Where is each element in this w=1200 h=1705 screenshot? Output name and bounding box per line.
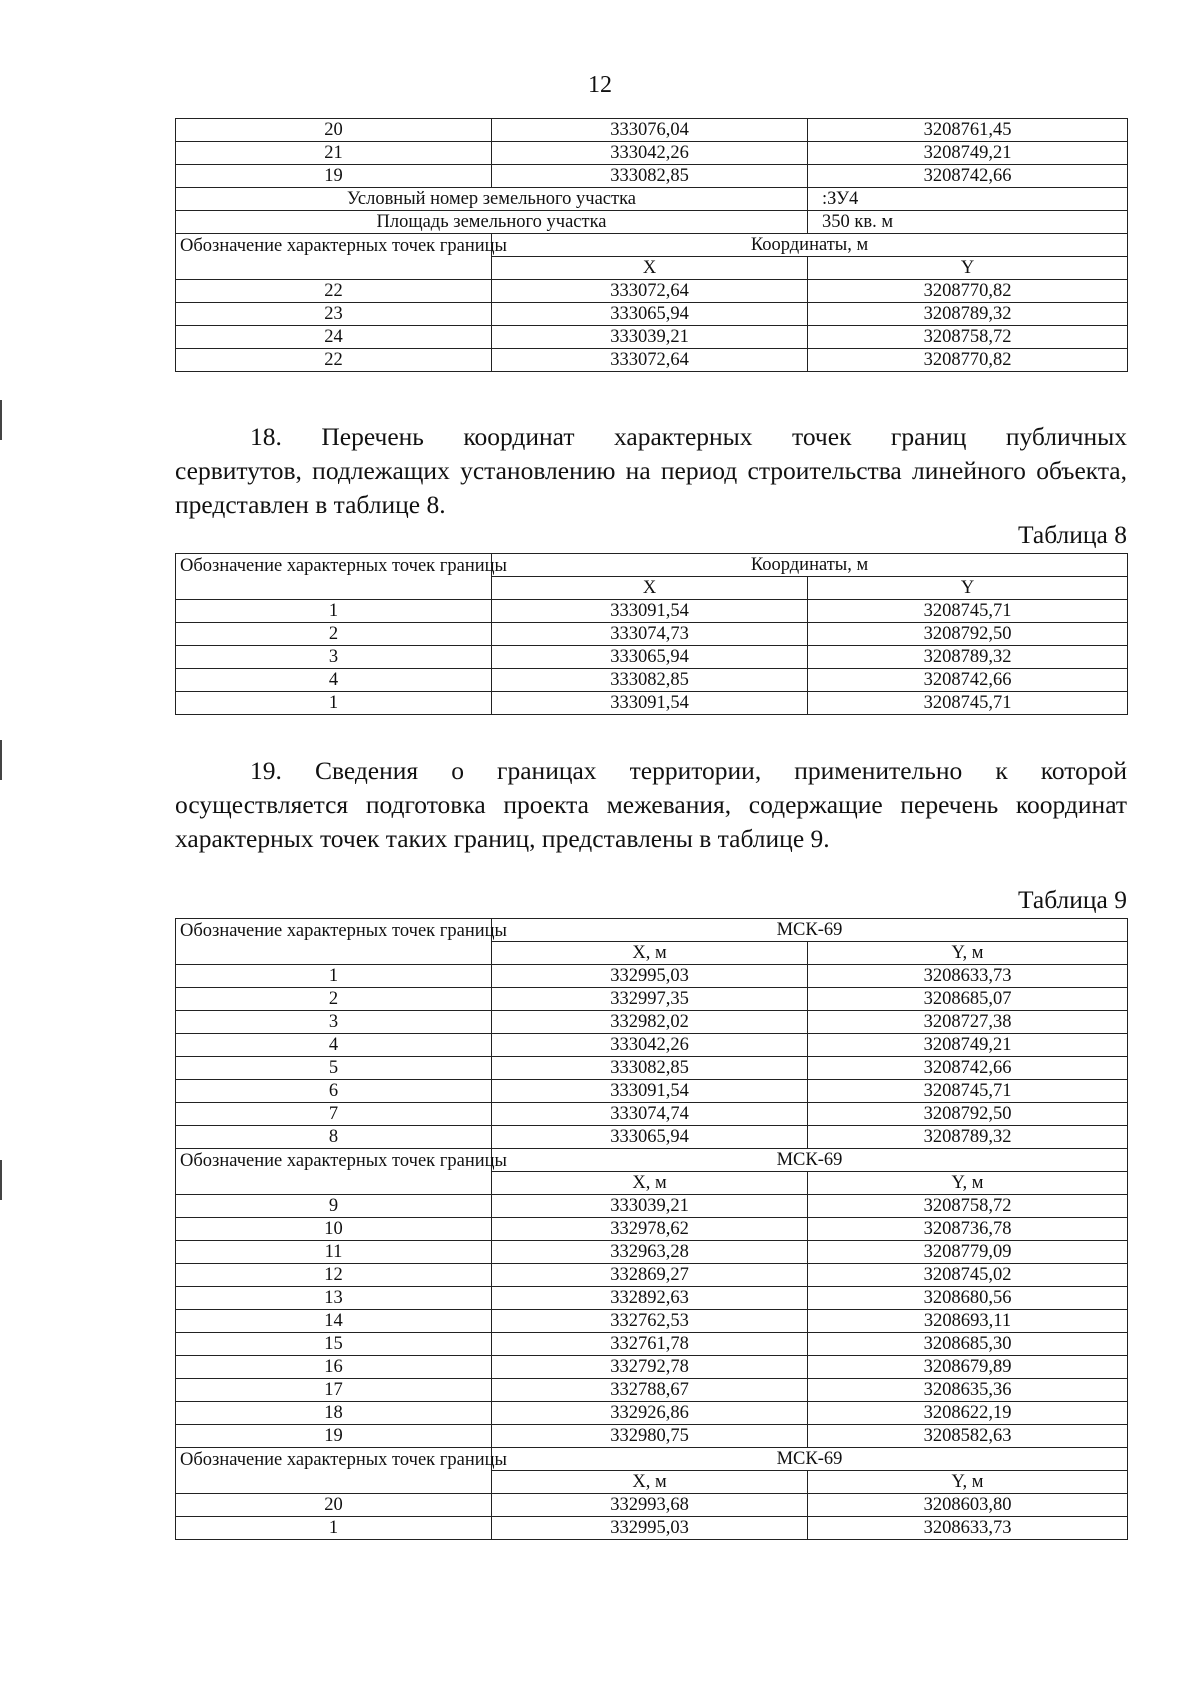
paragraph-18 [175, 420, 1127, 522]
x-coord-cell: 333072,64 [492, 349, 808, 372]
coordinates-table-continued [175, 118, 1128, 372]
points-header: Обозначение характерных точек границы [176, 919, 492, 965]
point-id-cell: 20 [176, 1494, 492, 1517]
y-coord-cell: 3208679,89 [808, 1356, 1128, 1379]
table-row [176, 646, 1128, 669]
x-coord-cell: 333065,94 [492, 303, 808, 326]
x-coord-cell: 332926,86 [492, 1402, 808, 1425]
point-id-cell: 19 [176, 165, 492, 188]
point-id-cell: 2 [176, 623, 492, 646]
table-header-row [176, 234, 1128, 257]
y-coord-cell: 3208792,50 [808, 623, 1128, 646]
x-header: X, м [492, 1471, 808, 1494]
table-row [176, 1195, 1128, 1218]
table-row [176, 669, 1128, 692]
y-header: Y [808, 577, 1128, 600]
y-coord-cell: 3208633,73 [808, 965, 1128, 988]
x-coord-cell: 332997,35 [492, 988, 808, 1011]
x-coord-cell: 332995,03 [492, 965, 808, 988]
coord-system-header: МСК-69 [492, 919, 1128, 942]
table-row [176, 1241, 1128, 1264]
table-header-row [176, 554, 1128, 577]
y-coord-cell: 3208789,32 [808, 303, 1128, 326]
y-header: Y, м [808, 1172, 1128, 1195]
point-id-cell: 16 [176, 1356, 492, 1379]
table-9 [175, 918, 1128, 1540]
x-coord-cell: 333072,64 [492, 280, 808, 303]
x-coord-cell: 333065,94 [492, 1126, 808, 1149]
x-coord-cell: 333091,54 [492, 600, 808, 623]
paragraph-19 [175, 754, 1127, 856]
cond-number-value: :ЗУ4 [808, 188, 1128, 211]
table-row [176, 280, 1128, 303]
points-header: Обозначение характерных точек границы [176, 1149, 492, 1195]
points-header: Обозначение характерных точек границы [176, 1448, 492, 1494]
y-coord-cell: 3208779,09 [808, 1241, 1128, 1264]
point-id-cell: 20 [176, 119, 492, 142]
x-coord-cell: 333076,04 [492, 119, 808, 142]
paragraph-19-rest: осуществляется подготовка проекта межевания, содержащие перечень координат характерных точек таких границ, представлены в таблице 9. [175, 790, 1127, 853]
point-id-cell: 3 [176, 1011, 492, 1034]
x-coord-cell: 332761,78 [492, 1333, 808, 1356]
point-id-cell: 24 [176, 326, 492, 349]
table-row [176, 188, 1128, 211]
y-coord-cell: 3208635,36 [808, 1379, 1128, 1402]
left-edge-mark-2 [0, 740, 2, 780]
point-id-cell: 13 [176, 1287, 492, 1310]
x-coord-cell: 333065,94 [492, 646, 808, 669]
table-row [176, 303, 1128, 326]
y-coord-cell: 3208582,63 [808, 1425, 1128, 1448]
x-coord-cell: 332892,63 [492, 1287, 808, 1310]
point-id-cell: 2 [176, 988, 492, 1011]
point-id-cell: 23 [176, 303, 492, 326]
point-id-cell: 6 [176, 1080, 492, 1103]
table-row [176, 623, 1128, 646]
point-id-cell: 18 [176, 1402, 492, 1425]
table-row [176, 1379, 1128, 1402]
point-id-cell: 17 [176, 1379, 492, 1402]
coord-system-header: МСК-69 [492, 1149, 1128, 1172]
point-id-cell: 1 [176, 600, 492, 623]
table-row [176, 692, 1128, 715]
x-header: X [492, 577, 808, 600]
table-9-caption: Таблица 9 [1017, 885, 1127, 914]
table-header-row [176, 1448, 1128, 1471]
y-coord-cell: 3208603,80 [808, 1494, 1128, 1517]
coords-header: Координаты, м [492, 554, 1128, 577]
point-id-cell: 12 [176, 1264, 492, 1287]
point-id-cell: 21 [176, 142, 492, 165]
y-coord-cell: 3208749,21 [808, 142, 1128, 165]
table-row [176, 142, 1128, 165]
table-row [176, 1080, 1128, 1103]
table-row [176, 1264, 1128, 1287]
table-row [176, 1425, 1128, 1448]
x-coord-cell: 332762,53 [492, 1310, 808, 1333]
table-header-row [176, 1149, 1128, 1172]
x-coord-cell: 333042,26 [492, 1034, 808, 1057]
point-id-cell: 9 [176, 1195, 492, 1218]
x-coord-cell: 333082,85 [492, 669, 808, 692]
y-coord-cell: 3208758,72 [808, 326, 1128, 349]
x-coord-cell: 333082,85 [492, 1057, 808, 1080]
table-row [176, 119, 1128, 142]
x-coord-cell: 332982,02 [492, 1011, 808, 1034]
x-coord-cell: 332993,68 [492, 1494, 808, 1517]
y-coord-cell: 3208742,66 [808, 165, 1128, 188]
y-coord-cell: 3208680,56 [808, 1287, 1128, 1310]
x-coord-cell: 333091,54 [492, 692, 808, 715]
y-coord-cell: 3208792,50 [808, 1103, 1128, 1126]
y-coord-cell: 3208622,19 [808, 1402, 1128, 1425]
table-8-caption: Таблица 8 [1017, 520, 1127, 549]
area-value: 350 кв. м [808, 211, 1128, 234]
coord-system-header: МСК-69 [492, 1448, 1128, 1471]
y-coord-cell: 3208727,38 [808, 1011, 1128, 1034]
y-coord-cell: 3208749,21 [808, 1034, 1128, 1057]
x-header: X, м [492, 1172, 808, 1195]
table-row [176, 1356, 1128, 1379]
cond-number-label: Условный номер земельного участка [176, 188, 808, 211]
point-id-cell: 14 [176, 1310, 492, 1333]
area-label: Площадь земельного участка [176, 211, 808, 234]
table-row [176, 1011, 1128, 1034]
table-row [176, 600, 1128, 623]
y-header: Y, м [808, 942, 1128, 965]
y-coord-cell: 3208745,71 [808, 692, 1128, 715]
y-coord-cell: 3208770,82 [808, 280, 1128, 303]
y-coord-cell: 3208745,71 [808, 600, 1128, 623]
paragraph-19-first-line: 19. Сведения о границах территории, применительно к которой [250, 756, 1127, 785]
table-row [176, 1402, 1128, 1425]
y-coord-cell: 3208761,45 [808, 119, 1128, 142]
y-coord-cell: 3208745,71 [808, 1080, 1128, 1103]
table-row [176, 1517, 1128, 1540]
point-id-cell: 11 [176, 1241, 492, 1264]
y-header: Y [808, 257, 1128, 280]
table-row [176, 165, 1128, 188]
point-id-cell: 3 [176, 646, 492, 669]
point-id-cell: 1 [176, 965, 492, 988]
table-row [176, 1126, 1128, 1149]
y-coord-cell: 3208685,30 [808, 1333, 1128, 1356]
table-row [176, 1333, 1128, 1356]
y-coord-cell: 3208736,78 [808, 1218, 1128, 1241]
x-coord-cell: 332788,67 [492, 1379, 808, 1402]
x-coord-cell: 332869,27 [492, 1264, 808, 1287]
table-row [176, 1103, 1128, 1126]
point-id-cell: 4 [176, 669, 492, 692]
left-edge-mark-1 [0, 400, 2, 440]
table-row [176, 1287, 1128, 1310]
x-coord-cell: 332792,78 [492, 1356, 808, 1379]
x-coord-cell: 332978,62 [492, 1218, 808, 1241]
x-header: X, м [492, 942, 808, 965]
x-coord-cell: 333039,21 [492, 326, 808, 349]
x-coord-cell: 333039,21 [492, 1195, 808, 1218]
point-id-cell: 10 [176, 1218, 492, 1241]
y-coord-cell: 3208693,11 [808, 1310, 1128, 1333]
page-number: 12 [588, 72, 612, 98]
point-id-cell: 19 [176, 1425, 492, 1448]
y-coord-cell: 3208633,73 [808, 1517, 1128, 1540]
x-coord-cell: 333074,74 [492, 1103, 808, 1126]
left-edge-mark-3 [0, 1160, 2, 1200]
y-coord-cell: 3208789,32 [808, 1126, 1128, 1149]
table-row [176, 1494, 1128, 1517]
point-id-cell: 4 [176, 1034, 492, 1057]
point-id-cell: 1 [176, 692, 492, 715]
table-row [176, 1034, 1128, 1057]
table-row [176, 211, 1128, 234]
point-id-cell: 15 [176, 1333, 492, 1356]
y-header: Y, м [808, 1471, 1128, 1494]
points-header: Обозначение характерных точек границы [176, 554, 492, 600]
table-row [176, 1310, 1128, 1333]
x-coord-cell: 333082,85 [492, 165, 808, 188]
point-id-cell: 8 [176, 1126, 492, 1149]
paragraph-18-rest: сервитутов, подлежащих установлению на период строительства линейного объекта, представлен в таблице 8. [175, 456, 1127, 519]
point-id-cell: 7 [176, 1103, 492, 1126]
table-row [176, 1057, 1128, 1080]
table-8 [175, 553, 1128, 715]
y-coord-cell: 3208789,32 [808, 646, 1128, 669]
y-coord-cell: 3208685,07 [808, 988, 1128, 1011]
y-coord-cell: 3208742,66 [808, 1057, 1128, 1080]
y-coord-cell: 3208745,02 [808, 1264, 1128, 1287]
table-row [176, 349, 1128, 372]
paragraph-18-first-line: 18. Перечень координат характерных точек границ публичных [250, 422, 1127, 451]
table-row [176, 988, 1128, 1011]
y-coord-cell: 3208742,66 [808, 669, 1128, 692]
coords-header: Координаты, м [492, 234, 1128, 257]
x-coord-cell: 332995,03 [492, 1517, 808, 1540]
x-coord-cell: 333091,54 [492, 1080, 808, 1103]
x-header: X [492, 257, 808, 280]
point-id-cell: 1 [176, 1517, 492, 1540]
table-row [176, 326, 1128, 349]
table-row [176, 1218, 1128, 1241]
x-coord-cell: 332980,75 [492, 1425, 808, 1448]
x-coord-cell: 333042,26 [492, 142, 808, 165]
point-id-cell: 22 [176, 349, 492, 372]
x-coord-cell: 332963,28 [492, 1241, 808, 1264]
x-coord-cell: 333074,73 [492, 623, 808, 646]
table-header-row [176, 919, 1128, 942]
y-coord-cell: 3208770,82 [808, 349, 1128, 372]
table-row [176, 965, 1128, 988]
points-header: Обозначение характерных точек границы [176, 234, 492, 280]
point-id-cell: 22 [176, 280, 492, 303]
point-id-cell: 5 [176, 1057, 492, 1080]
y-coord-cell: 3208758,72 [808, 1195, 1128, 1218]
